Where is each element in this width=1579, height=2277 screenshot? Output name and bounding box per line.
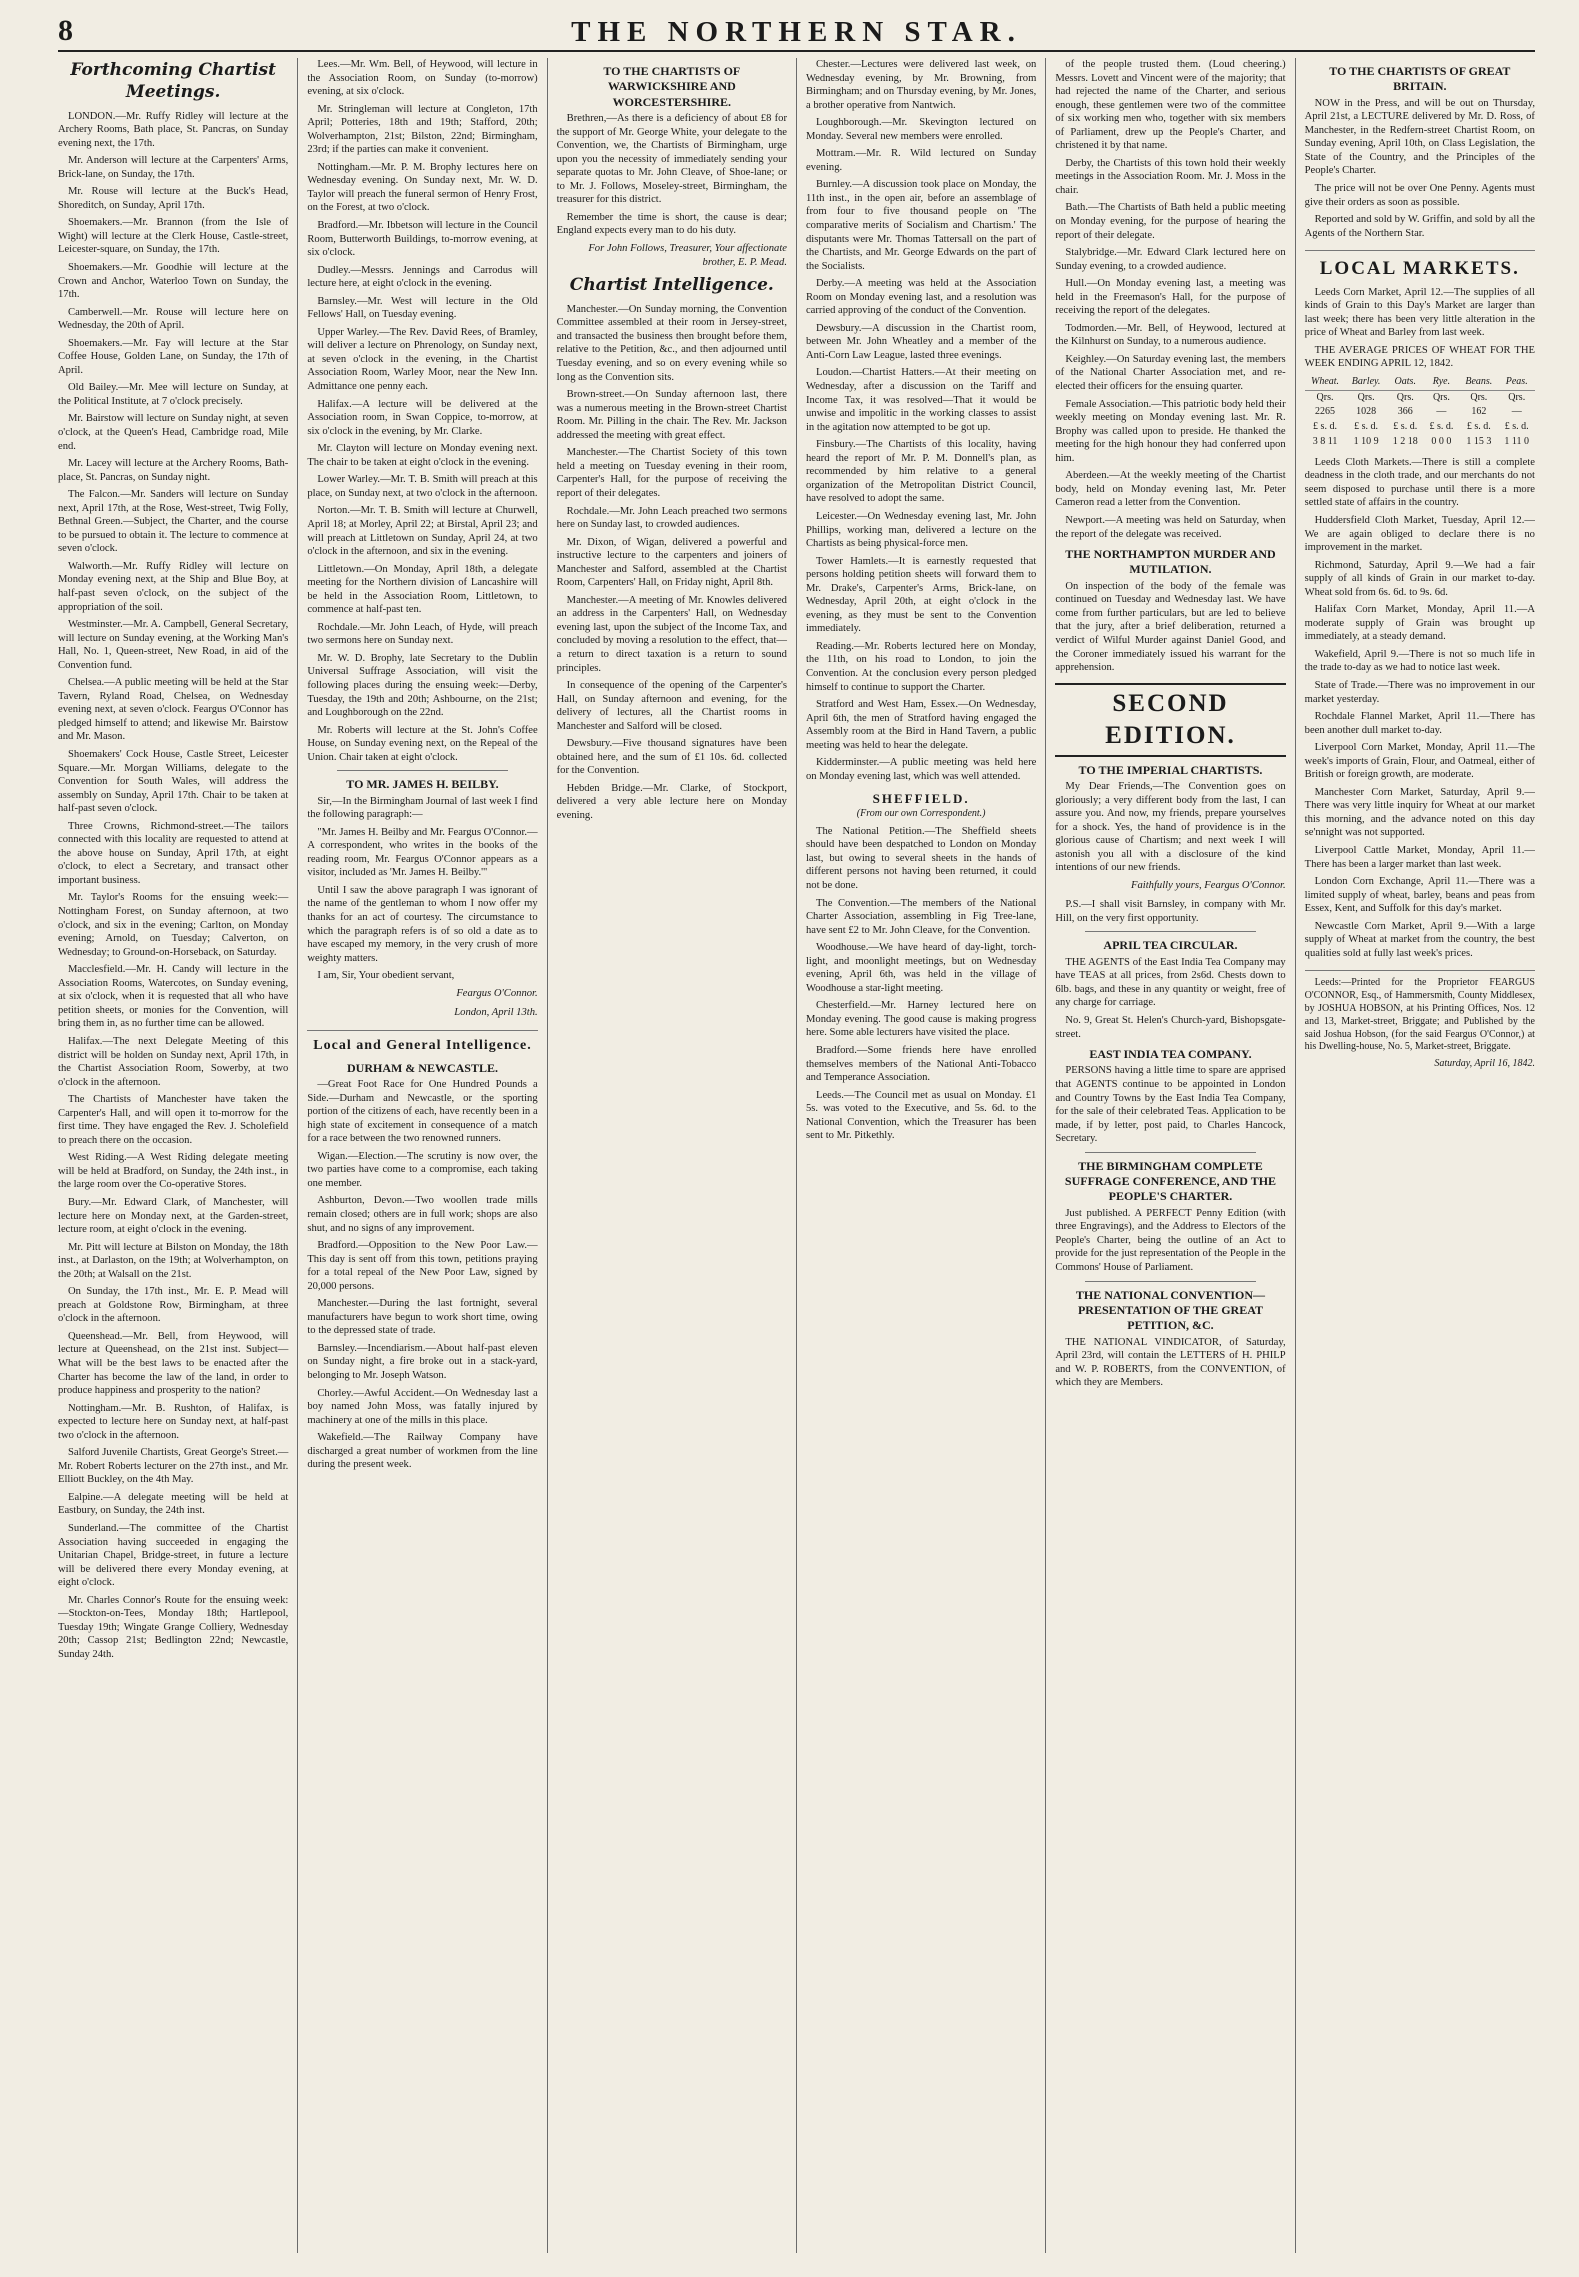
paragraph: Remember the time is short, the cause is dear; England expects every man to do his duty.	[556, 211, 787, 237]
paragraph: Chesterfield.—Mr. Harney lectured here on Monday evening. The good cause is making progress here. Some able lecturers have visited the place.	[805, 1000, 1037, 1039]
tea-circular-title: APRIL TEA CIRCULAR.	[1103, 938, 1238, 953]
page-number: 8	[58, 14, 73, 47]
paragraph: Bath.—The Chartists of Bath held a public meeting on Monday evening, for the purpose of hearing the report of their delegate.	[1055, 202, 1286, 241]
imperial-postscript: P.S.—I shall visit Barnsley, in company with Mr. Hill, on the very first opportunity.	[1055, 899, 1286, 924]
paragraph: Dewsbury.—A discussion in the Chartist room, between Mr. John Wheatley and a member of the Anti-Corn Law League, lasted three evenings.	[805, 322, 1037, 361]
meetings-list-continued	[307, 58, 537, 764]
imprint	[1305, 970, 1535, 1071]
paragraph: Reported and sold by W. Griffin, and sold by all the Agents of the Northern Star.	[1304, 214, 1535, 239]
paragraph: The Convention.—The members of the National Charter Association, assembling in Fig Tree-lane, have sent £2 to Mr. John Cleave, for the Convention.	[805, 897, 1037, 936]
paragraph: Mr. Pitt will lecture at Bilston on Monday, the 18th inst., at Darlaston, on the 19th; at Wolverhampton, on the 20th; at Walsall on the 21st.	[58, 1241, 289, 1280]
paragraph: Shoemakers.—Mr. Fay will lecture at the Star Coffee House, Golden Lane, on Sunday, the 17th of April.	[58, 337, 289, 376]
table-cell: £ s. d.	[1504, 421, 1529, 433]
paragraph: Liverpool Corn Market, Monday, April 11.—The week's imports of Grain, Flour, and Oatmeal, either of British or foreign growth, are moderate.	[1304, 742, 1535, 781]
paragraph: Ealpine.—A delegate meeting will be held at Eastbury, on Sunday, the 24th inst.	[58, 1491, 289, 1517]
paragraph: Derby, the Chartists of this town hold their weekly meetings in the Association Room. Mr. J. Moss in the chair.	[1055, 157, 1286, 196]
paragraph: Brethren,—As there is a deficiency of about £8 for the support of Mr. George White, your delegate to the Convention, we, the Chartists of Birmingham, urge upon you the necessity of immediately sending your separate quotas to Mr. John Cleave, of Shoe-lane; or to Mr. J. Follows, Moseley-street, Birmingham, the treasurer for this district.	[556, 113, 787, 206]
paragraph: Woodhouse.—We have heard of day-light, torch-light, and moonlight meetings, but on Wednesday evening, April 6th, was held in the village of Woodhouse a star-light meeting.	[805, 942, 1037, 994]
murder-title: THE NORTHAMPTON MURDER AND MUTILATION.	[1065, 547, 1276, 577]
meetings-list	[58, 110, 288, 1662]
paragraph: Bradford.—Some friends here have enrolled themselves members of the National Anti-Tobacco and Temperance Association.	[805, 1044, 1037, 1084]
table-row	[1305, 405, 1535, 420]
paragraph: Mr. Stringleman will lecture at Congleton, 17th April; Potteries, 18th and 19th; Stafford, 20th; Wolverhampton, 21st; Bilston, 22nd; Birmingham, 23rd; if the parties can make it convenient.	[307, 103, 538, 156]
table-header-cell: Peas.	[1499, 375, 1535, 390]
column-4	[796, 58, 1045, 2253]
lecture-notice-title: TO THE CHARTISTS OF GREAT BRITAIN.	[1329, 64, 1511, 94]
sheffield-title: SHEFFIELD.	[872, 791, 970, 807]
murder-body	[1055, 580, 1285, 675]
tea-company-title: EAST INDIA TEA COMPANY.	[1089, 1047, 1252, 1062]
column-6	[1295, 58, 1535, 2253]
paragraph: THE AGENTS of the East India Tea Company may have TEAS at all prices, from 2s6d. Chests down to 6lb. bags, and these in any quantity or weight, free of any charge for carriage.	[1055, 956, 1286, 1009]
paragraph: —Great Foot Race for One Hundred Pounds a Side.—Durham and Newcastle, or the sporting portion of the citizens of each, have recently been in a high state of excitement in consequence of a match for a race between the two renowned runners.	[307, 1079, 538, 1145]
paragraph: Newcastle Corn Market, April 9.—With a large supply of Wheat at market from the country, the best qualities sold at fully last week's prices.	[1304, 920, 1535, 959]
paragraph: THE NATIONAL VINDICATOR, of Saturday, April 23rd, will contain the LETTERS of H. PHILP and W. P. ROBERTS, from the CONVENTION, of which they are Members.	[1055, 1336, 1286, 1389]
paragraph: Halifax.—The next Delegate Meeting of this district will be holden on Sunday next, April 17th, in the Chartist Association Room, Sowerby, at two o'clock in the afternoon.	[58, 1035, 289, 1088]
paragraph: NOW in the Press, and will be out on Thursday, April 21st, a LECTURE delivered by Mr. D. Ross, of Manchester, in the Redfern-street Chartist Room, on Sunday evening, April 10th, on Class Legislation, the State of the Country, and the Principles of the People's Charter.	[1304, 97, 1535, 177]
paragraph: Mr. Anderson will lecture at the Carpenters' Arms, Brick-lane, on Sunday, the 17th.	[58, 155, 289, 180]
table-cell: 162	[1471, 406, 1487, 418]
table-cell: —	[1436, 406, 1447, 418]
paragraph: Newport.—A meeting was held on Saturday, when the report of the delegate was received.	[1055, 514, 1286, 540]
table-cell: Qrs.	[1396, 391, 1414, 403]
vindicator-body	[1055, 1336, 1285, 1390]
paragraph: Mottram.—Mr. R. Wild lectured on Sunday evening.	[805, 148, 1037, 173]
paragraph: Richmond, Saturday, April 9.—We had a fair supply of all kinds of Grain in our market to-day. Wheat sold from 6s. 6d. to 9s. 6d.	[1304, 559, 1535, 598]
paragraph: Camberwell.—Mr. Rouse will lecture here on Wednesday, the 20th of April.	[58, 306, 289, 332]
table-cell: £ s. d.	[1313, 421, 1337, 433]
column-5	[1045, 58, 1294, 2253]
paragraph: "Mr. James H. Beilby and Mr. Feargus O'Connor.—A correspondent, who writes in the books of the reading room, Mr. Feargus O'Connor appears as a visitor, included as 'Mr. James H. Beilby.'"	[307, 826, 538, 879]
paragraph: Barnsley.—Mr. West will lecture in the Old Fellows' Hall, on Tuesday evening.	[307, 295, 538, 321]
paragraph: Hull.—On Monday evening last, a meeting was held in the Freemason's Hall, for the purpose of receiving the report of the delegates.	[1055, 278, 1286, 317]
sheffield-subtitle: (From our own Correspondent.)	[856, 807, 986, 819]
letter-title: TO MR. JAMES H. BEILBY.	[346, 777, 499, 792]
table-cell: —	[1511, 406, 1522, 418]
letter-place: London, April 13th.	[454, 1007, 538, 1019]
table-cell: 0 0 0	[1431, 435, 1452, 447]
paragraph: Sir,—In the Birmingham Journal of last week I find the following paragraph:—	[307, 795, 538, 821]
address-signature: For John Follows, Treasurer, Your affectionate brother, E. P. Mead.	[588, 243, 787, 268]
paragraph: of the people trusted them. (Loud cheering.) Messrs. Lovett and Vincent were of the majority; that had rejected the name of the Charter, and serious enough, these gentlemen were two of the committee of six working men who, together with six members of Parliament, drew up the People's Charter, and christened it by that name.	[1055, 59, 1286, 152]
paragraph: The Chartists of Manchester have taken the Carpenter's Hall, and will open it to-morrow for the first time. They have engaged the Rev. J. Scholefield to preach there on the occasion.	[58, 1094, 289, 1146]
paragraph: On Sunday, the 17th inst., Mr. E. P. Mead will preach at Goldstone Row, Birmingham, at three o'clock in the afternoon.	[58, 1286, 289, 1325]
newspaper-title: THE NORTHERN STAR.	[571, 16, 1022, 48]
imperial-body	[1055, 780, 1285, 875]
paragraph: Nottingham.—Mr. B. Rushton, of Halifax, is expected to lecture here on Sunday next, at half-past two o'clock in the afternoon.	[58, 1402, 289, 1441]
paragraph: Until I saw the above paragraph I was ignorant of the name of the gentleman to whom I now offer my thanks for an act of courtesy. The circumstance to which the paragraph refers is of so old a date as to have escaped my memory, in the very crush of more weighty matters.	[307, 884, 538, 964]
paragraph: Todmorden.—Mr. Bell, of Heywood, lectured at the Kilnhurst on Sunday, to a numerous audience.	[1055, 322, 1286, 348]
market-reports	[1305, 456, 1535, 961]
paragraph: Mr. Roberts will lecture at the St. John's Coffee House, on Sunday evening next, on the Repeal of the Union. Chair taken at eight o'clock.	[307, 724, 538, 763]
table-cell: £ s. d.	[1393, 421, 1418, 433]
table-cell: Qrs.	[1470, 391, 1488, 403]
paragraph: Brown-street.—On Sunday afternoon last, there was a numerous meeting in the Brown-street Chartist Room. Mr. Pilling in the chair. The Rev. Mr. Jackson addressed the meeting with great effect.	[556, 389, 787, 441]
paragraph: Stratford and West Ham, Essex.—On Wednesday, April 6th, the men of Stratford having engaged the Assembly room at the Bird in Hand Tavern, a public meeting was held to hear the delegate.	[805, 699, 1037, 751]
table-header-cell: Wheat.	[1305, 375, 1346, 390]
paragraph: Walworth.—Mr. Ruffy Ridley will lecture on Monday evening next, at the Ship and Blue Boy, at half-past seven o'clock, on the subject of the appropriation of the soil.	[58, 560, 289, 613]
table-cell: 1 10 9	[1353, 435, 1379, 447]
paragraph: Keighley.—On Saturday evening last, the members of the National Charter Association met, and re-elected their officers for the ensuing quarter.	[1055, 353, 1286, 393]
column-2	[297, 58, 546, 2253]
paragraph: Burnley.—A discussion took place on Monday, the 11th inst., in the open air, before an assemblage of from four to five thousand people on 'The comparative merits of Socialism and Chartism.' The disputants were Mr. Thomas Tattersall on the part of the Chartists, and Mr. George Edwards on the part of the Socialists.	[805, 179, 1037, 272]
paragraph: Female Association.—This patriotic body held their weekly meeting on Monday evening last. Mr. R. Brophy was called upon to preside. He thanked the meeting for the high honour they had conferred upon him.	[1055, 398, 1286, 464]
vindicator-title: THE NATIONAL CONVENTION—PRESENTATION OF THE GREAT PETITION, &C.	[1075, 1287, 1266, 1333]
table-cell: Qrs.	[1432, 391, 1450, 403]
paragraph: Barnsley.—Incendiarism.—About half-past eleven on Sunday night, a fire broke out in a stack-yard, belonging to Mr. Joseph Watson.	[307, 1342, 538, 1382]
paragraph: Dudley.—Messrs. Jennings and Carrodus will lecture here, at eight o'clock in the evening.	[307, 264, 538, 290]
table-row	[1305, 420, 1535, 435]
table-row	[1305, 390, 1535, 405]
tea-circular-body	[1055, 956, 1285, 1041]
table-header-cell: Beans.	[1459, 375, 1498, 390]
paragraph: Bradford.—Mr. Ibbetson will lecture in the Council Room, Butterworth Buildings, to-morrow evening, at six o'clock.	[307, 220, 538, 259]
intelligence-list-continued	[806, 58, 1036, 783]
paragraph: Kidderminster.—A public meeting was held here on Monday evening last, which was well attended.	[805, 757, 1037, 782]
second-edition-banner: SECOND EDITION.	[1055, 683, 1285, 757]
paragraph: On inspection of the body of the female was continued on Tuesday and Wednesday last. We have come from further particulars, but are led to believe that the jury, after a brief deliberation, returned a verdict of Wilful Murder against Daniel Good, and the Coroner immediately issued his warrant for the apprehension.	[1055, 580, 1286, 674]
paragraph: Wakefield.—The Railway Company have discharged a great number of workmen from the line during the present week.	[307, 1432, 538, 1471]
paragraph: PERSONS having a little time to spare are apprised that AGENTS continue to be appointed in London and Country Towns by the East India Tea Company, for the sale of their celebrated Teas. Application to be made, if by letter, post paid, to Charles Hancock, Secretary.	[1055, 1065, 1286, 1145]
imperial-title: TO THE IMPERIAL CHARTISTS.	[1078, 762, 1263, 777]
paragraph: Macclesfield.—Mr. H. Candy will lecture in the Association Rooms, Watercotes, on Sunday evening, at six o'clock, when it is requested that all who have petition sheets, or monies for the Convention, will bring them in, as no further time can be allowed.	[58, 964, 289, 1030]
paragraph: Chester.—Lectures were delivered last week, on Wednesday evening, by Mr. Browning, from Birmingham; and on Thursday evening, by Mr. Jones, a brother operative from Nantwich.	[805, 59, 1037, 111]
paragraph: Mr. Dixon, of Wigan, delivered a powerful and instructive lecture to the carpenters and joiners of Manchester and Salford, assembled at the Chartist Room, Carpenters' Hall, on Friday night, April 8th.	[556, 536, 787, 589]
masthead	[58, 10, 1535, 52]
paragraph: Stalybridge.—Mr. Edward Clark lectured here on Sunday evening, to a crowded audience.	[1055, 247, 1286, 272]
paragraph: Lees.—Mr. Wm. Bell, of Heywood, will lecture in the Association Room, on Sunday (to-morrow) evening, at six o'clock.	[307, 59, 538, 98]
divider	[1085, 931, 1255, 932]
markets-intro	[1305, 286, 1535, 371]
address-body	[557, 112, 787, 238]
paragraph: Bury.—Mr. Edward Clark, of Manchester, will lecture here on Monday next, at the Garden-street, lecture room, at eight o'clock in the evening.	[58, 1196, 289, 1236]
paragraph: Rochdale Flannel Market, April 11.—There has been another dull market to-day.	[1304, 711, 1535, 736]
paragraph: Halifax Corn Market, Monday, April 11.—A moderate supply of Grain was brought up immediately, at a steady demand.	[1304, 604, 1535, 643]
paragraph: Manchester.—During the last fortnight, several manufacturers have begun to work short time, owing to the depressed state of trade.	[307, 1298, 538, 1337]
table-cell: £ s. d.	[1466, 421, 1491, 433]
local-heading: DURHAM & NEWCASTLE.	[346, 1060, 498, 1075]
paragraph: Chorley.—Awful Accident.—On Wednesday last a boy named John Moss, was fatally injured by machinery at one of the mills in this place.	[307, 1387, 538, 1426]
table-cell: Qrs.	[1316, 391, 1334, 403]
intelligence-list	[557, 303, 787, 823]
paragraph: Ashburton, Devon.—Two woollen trade mills remain closed; others are in full work; shops are also shut, and no signs of any improvement.	[307, 1195, 538, 1234]
paragraph: Aberdeen.—At the weekly meeting of the Chartist body, held on Monday evening last, Mr. Peter Cameron read a letter from the Convention.	[1055, 470, 1286, 509]
paragraph: Shoemakers.—Mr. Brannon (from the Isle of Wight) will lecture at the Clerk House, Castle-street, Leicester-square, on Sunday, the 17th.	[58, 217, 289, 256]
lecture-notice-body	[1305, 97, 1535, 240]
paragraph: Huddersfield Cloth Market, Tuesday, April 12.—We are again obliged to declare there is no improvement in the market.	[1304, 514, 1535, 554]
paragraph: Shoemakers' Cock House, Castle Street, Leicester Square.—Mr. Morgan Williams, delegate to the Convention for South Wales, will address the assembly on Sunday, April 17th. Chair to be taken at half-past seven o'clock.	[58, 749, 289, 815]
divider	[337, 770, 507, 771]
paragraph: Leicester.—On Wednesday evening last, Mr. John Phillips, working man, delivered a lecture on the Chartists as being physical-force men.	[805, 510, 1037, 550]
imprint-text: Leeds:—Printed for the Proprietor FEARGUS O'CONNOR, Esq., of Hammersmith, County Middlesex, by JOSHUA HOBSON, at his Printing Offices, Nos. 12 and 13, Market-street, Briggate; and Published by the said Joshua Hobson, (for the said Feargus O'Connor,) at his Dwelling-house, No. 5, Market-street, Briggate.	[1304, 977, 1535, 1053]
paragraph: Leeds Cloth Markets.—There is still a complete deadness in the cloth trade, and our merchants do not seem disposed to purchase until there is a more settled state of affairs in the country.	[1304, 456, 1535, 509]
table-cell: £ s. d.	[1354, 421, 1379, 433]
conference-title: THE BIRMINGHAM COMPLETE SUFFRAGE CONFERENCE, AND THE PEOPLE'S CHARTER.	[1064, 1158, 1277, 1204]
paragraph: Rochdale.—Mr. John Leach, of Hyde, will preach two sermons here on Sunday next.	[307, 621, 538, 647]
paragraph: Three Crowns, Richmond-street.—The tailors connected with this locality are requested to attend at the above house on Sunday, April 17th, at eight o'clock, to elect a Secretary, and transact other important business.	[58, 820, 289, 886]
table-cell: 2265	[1315, 406, 1335, 418]
paragraph: Wakefield, April 9.—There is not so much life in the trade to-day as we had to notice last week.	[1304, 648, 1535, 674]
table-cell: 1 15 3	[1466, 435, 1492, 447]
paragraph: Mr. Taylor's Rooms for the ensuing week:—Nottingham Forest, on Sunday afternoon, at two o'clock, and six in the evening; Carlton, on Monday evening; Arnold, on Tuesday; Calverton, on Wednesday; to Ground-on-Horseback, on Saturday.	[58, 892, 289, 958]
divider	[1085, 1281, 1255, 1282]
paragraph: Rochdale.—Mr. John Leach preached two sermons here on Sunday last, to crowded audiences.	[556, 505, 787, 531]
table-header-cell: Oats.	[1387, 375, 1424, 390]
paragraph: Nottingham.—Mr. P. M. Brophy lectures here on Wednesday evening. On Sunday next, Mr. W. D. Taylor will preach the funeral sermon of Henry Frost, on the Forest, at two o'clock.	[307, 161, 538, 214]
paragraph: No. 9, Great St. Helen's Church-yard, Bishopsgate-street.	[1055, 1014, 1286, 1040]
paragraph: In consequence of the opening of the Carpenter's Hall, on Sunday afternoon and evening, for the delivery of lectures, all the Chartist rooms in Manchester and Salford will be closed.	[556, 680, 787, 732]
paragraph: Upper Warley.—The Rev. David Rees, of Bramley, will deliver a lecture on Phrenology, on Sunday next, at seven o'clock in the evening, in the Chartist Association Room, Warley Moor, near the New Inn. Admittance one penny each.	[307, 326, 538, 393]
tea-company-body	[1055, 1064, 1285, 1145]
column-3	[547, 58, 796, 2253]
letter-body	[307, 795, 537, 983]
paragraph: Littletown.—On Monday, April 18th, a delegate meeting for the Northern division of Lancashire will be held in the Association Room, Littletown, to commence at half-past ten.	[307, 563, 538, 616]
paragraph: Finsbury.—The Chartists of this locality, having heard the report of Mr. P. M. Donnell's plan, as recommended by him relative to a general organization of the Metropolitan District Council, have resolved to adopt the same.	[805, 439, 1037, 505]
table-cell: 3 8 11	[1312, 435, 1338, 447]
imprint-date: Saturday, April 16, 1842.	[1434, 1058, 1535, 1070]
paragraph: Mr. Rouse will lecture at the Buck's Head, Shoreditch, on Sunday, April 17th.	[58, 186, 289, 211]
paragraph: The Falcon.—Mr. Sanders will lecture on Sunday next, April 17th, at the Rose, West-street, Twig Folly, Bethnal Green.—Subject, the Charter, and the course to be pursued to obtain it. The lecture to commence at seven o'clock.	[58, 489, 289, 555]
table-cell: 1028	[1356, 406, 1377, 418]
column-1	[58, 58, 297, 2253]
paragraph: Wigan.—Election.—The scrutiny is now over, the two parties have come to a compromise, each taking one member.	[307, 1150, 538, 1189]
address-title: TO THE CHARTISTS OF WARWICKSHIRE AND WORCESTERSHIRE.	[603, 64, 741, 109]
paragraph: Manchester Corn Market, Saturday, April 9.—There was very little inquiry for Wheat at our market this morning, and the advance noted on this day se'nnight was not supported.	[1304, 786, 1535, 839]
column-5-list	[1055, 58, 1285, 541]
wheat-prices-table	[1305, 375, 1535, 450]
paragraph: Hebden Bridge.—Mr. Clarke, of Stockport, delivered a very able lecture here on Monday evening.	[556, 782, 787, 821]
local-news-list	[307, 1078, 537, 1472]
paragraph: THE AVERAGE PRICES OF WHEAT FOR THE WEEK ENDING APRIL 12, 1842.	[1304, 344, 1535, 370]
paragraph: I am, Sir, Your obedient servant,	[317, 970, 455, 982]
paragraph: Dewsbury.—Five thousand signatures have been obtained here, and the sum of £1 10s. 6d. collected for the Convention.	[556, 738, 787, 777]
paragraph: London Corn Exchange, April 11.—There was a limited supply of wheat, barley, beans and peas from Essex, Kent, and Suffolk for this day's market.	[1304, 876, 1535, 915]
paragraph: Mr. Clayton will lecture on Monday evening next. The chair to be taken at eight o'clock in the evening.	[307, 443, 538, 468]
table-header-cell: Rye.	[1424, 375, 1459, 390]
conference-body	[1055, 1207, 1285, 1275]
paragraph: Salford Juvenile Chartists, Great George's Street.—Mr. Robert Roberts lecturer on the 27th inst., and Mr. Elliott Buckley, on the 4th May.	[58, 1447, 289, 1486]
section-title-intelligence: Chartist Intelligence.	[569, 275, 774, 296]
paragraph: Manchester.—A meeting of Mr. Knowles delivered an address in the Carpenters' Hall, on Wednesday evening last, upon the subject of the Income Tax, and concluded by moving a resolution to the effect, that—a return to direct taxation is a return to sound principles.	[556, 594, 787, 674]
paragraph: Mr. Bairstow will lecture on Sunday night, at seven o'clock, at the Queen's Head, Cambridge road, Mile end.	[58, 413, 289, 452]
local-markets-title: LOCAL MARKETS.	[1305, 250, 1535, 281]
paragraph: Manchester.—On Sunday morning, the Convention Committee assembled at their room in Jersey-street, and transacted the business then brought before them, relative to the Petition, &c., and then adjourned until Tuesday evening, and so on every evening while so long as the Convention sits.	[556, 303, 787, 383]
paragraph: Tower Hamlets.—It is earnestly requested that persons holding petition sheets will forward them to Mr. Drake's, Carpenter's Arms, Brick-lane, on Wednesday, April 20th, at eight o'clock in the evening, as they must be sent to the Convention immediately.	[805, 555, 1037, 635]
table-header-row	[1305, 375, 1535, 390]
table-cell: Qrs.	[1357, 391, 1375, 403]
table-cell: 1 11 0	[1504, 435, 1530, 447]
paragraph: My Dear Friends,—The Convention goes on gloriously; a very different body from the last, I can assure you. And now, my friends, prepare yourselves for a shock. Yes, the hand of providence is in the glorious cause of Chartism; and next week I will astonish you all with a disclosure of the kind intentions of our new friends.	[1055, 780, 1286, 874]
paragraph: Sunderland.—The committee of the Chartist Association having succeeded in engaging the Unitarian Chapel, Bridge-street, in future a lecture will be delivered there every Monday evening, at eight o'clock.	[58, 1523, 289, 1589]
paragraph: Mr. W. D. Brophy, late Secretary to the Dublin Universal Suffrage Association, will visit the following places during the ensuing week:—Derby, Tuesday, the 19th and 20th; Ashbourne, on the 21st; and Loughborough on the 22nd.	[307, 652, 538, 719]
paragraph: Derby.—A meeting was held at the Association Room on Monday evening last, and a resolution was carried approving of the conduct of the Convention.	[805, 278, 1037, 317]
table-cell: 366	[1397, 406, 1413, 418]
paragraph: Liverpool Cattle Market, Monday, April 11.—There has been a larger market than last week.	[1304, 844, 1535, 870]
paragraph: Loudon.—Chartist Hatters.—At their meeting on Wednesday, after a discussion on the Tariff and Income Tax, it was resolved—That it would be unwise and impolitic in the working classes to assist in the agitation now attempted to be got up.	[805, 367, 1037, 433]
paragraph: Lower Warley.—Mr. T. B. Smith will preach at this place, on Sunday next, at two o'clock in the afternoon.	[307, 474, 538, 499]
section-title-local: Local and General Intelligence.	[307, 1030, 537, 1055]
table-header-cell: Barley.	[1345, 375, 1386, 390]
paragraph: Old Bailey.—Mr. Mee will lecture on Sunday, at the Political Institute, at 7 o'clock precisely.	[58, 382, 289, 407]
paragraph: Queenshead.—Mr. Bell, from Heywood, will lecture at Queenshead, on the 21st inst. Subject—What will be the best laws to be enacted after the Charter has become the law of the land, in order to produce happiness and prosperity to the nation?	[58, 1330, 289, 1397]
paragraph: Chelsea.—A public meeting will be held at the Star Tavern, Ryland Road, Chelsea, on Wednesday evening next, at seven o'clock. Feargus O'Connor has pledged himself to attend; and likewise Mr. Bairstow and Mr. Mason.	[58, 677, 289, 743]
paragraph: Mr. Lacey will lecture at the Archery Rooms, Bath-place, St. Pancras, on Sunday night.	[58, 458, 289, 483]
divider	[1085, 1152, 1255, 1153]
paragraph: Manchester.—The Chartist Society of this town held a meeting on Tuesday evening in their room, Carpenter's Hall, for the purpose of receiving the report of their delegates.	[556, 447, 787, 499]
paragraph: Leeds Corn Market, April 12.—The supplies of all kinds of Grain to this Day's Market are larger than last week; there has been very little alteration in the price of Wheat and Barley from last week.	[1304, 286, 1535, 339]
section-title-meetings: Forthcoming Chartist Meetings.	[70, 60, 276, 102]
paragraph: The price will not be over One Penny. Agents must give their orders as soon as possible.	[1304, 183, 1535, 208]
paragraph: Bradford.—Opposition to the New Poor Law.—This day is sent off from this town, petitions praying for a total repeal of the New Poor Law, signed by 20,000 persons.	[307, 1240, 538, 1292]
paragraph: Mr. Charles Connor's Route for the ensuing week:—Stockton-on-Tees, Monday 18th; Hartlepool, Tuesday 19th; Wingate Grange Colliery, Wednesday 20th; Cassop 21st; Bedlington 22nd; Newcastle, Sunday 24th.	[58, 1594, 289, 1660]
sheffield-list	[806, 825, 1036, 1143]
paragraph: Shoemakers.—Mr. Goodhie will lecture at the Crown and Anchor, Waterloo Town on Sunday, the 17th.	[58, 261, 289, 301]
table-row	[1305, 435, 1535, 450]
columns	[58, 58, 1535, 2253]
paragraph: LONDON.—Mr. Ruffy Ridley will lecture at the Archery Rooms, Bath place, St. Pancras, on Sunday evening next, the 17th.	[58, 110, 289, 149]
paragraph: Leeds.—The Council met as usual on Monday. £1 5s. was voted to the Executive, and 5s. 6d. to the National Convention, which the Treasurer has been sent to Mr. Pitkethly.	[805, 1089, 1037, 1142]
paragraph: Norton.—Mr. T. B. Smith will lecture at Churwell, April 18; at Morley, April 22; at Birstal, April 23; and will preach at Littletown on Sunday, April 24, at two o'clock in the afternoon, and six in the evening.	[307, 505, 538, 558]
paragraph: West Riding.—A West Riding delegate meeting will be held at Bradford, on Sunday, the 24th inst., in the large room over the Co-operative Stores.	[58, 1152, 289, 1191]
paragraph: Westminster.—Mr. A. Campbell, General Secretary, will lecture on Sunday evening, at the Working Man's Hall, No. 1, Queen-street, New Road, in aid of the Convention fund.	[58, 619, 289, 671]
paragraph: The National Petition.—The Sheffield sheets should have been despatched to London on Monday last, but owing to several sheets in the hands of different persons not having been returned, it could not be done.	[805, 825, 1037, 891]
paragraph: Just published. A PERFECT Penny Edition (with three Engravings), and the Address to Electors of the People's Charter, being the outline of an Act to provide for the just representation of the People in the Commons' House of Parliament.	[1055, 1207, 1286, 1273]
paragraph: Reading.—Mr. Roberts lectured here on Monday, the 11th, on his road to London, to join the Convention. At the conclusion every person pledged himself to continue to support the Charter.	[805, 640, 1037, 693]
table-cell: Qrs.	[1508, 391, 1526, 403]
letter-signature: Feargus O'Connor.	[456, 987, 538, 999]
paragraph: Halifax.—A lecture will be delivered at the Association room, in Swan Coppice, to-morrow, at six o'clock in the evening, by Mr. Clarke.	[307, 398, 538, 437]
paragraph: Loughborough.—Mr. Skevington lectured on Monday. Several new members were enrolled.	[805, 117, 1037, 142]
table-cell: £ s. d.	[1429, 421, 1454, 433]
paragraph: State of Trade.—There was no improvement in our market yesterday.	[1304, 679, 1535, 705]
imperial-signature: Faithfully yours, Feargus O'Connor.	[1131, 879, 1286, 891]
table-cell: 1 2 18	[1392, 435, 1418, 447]
